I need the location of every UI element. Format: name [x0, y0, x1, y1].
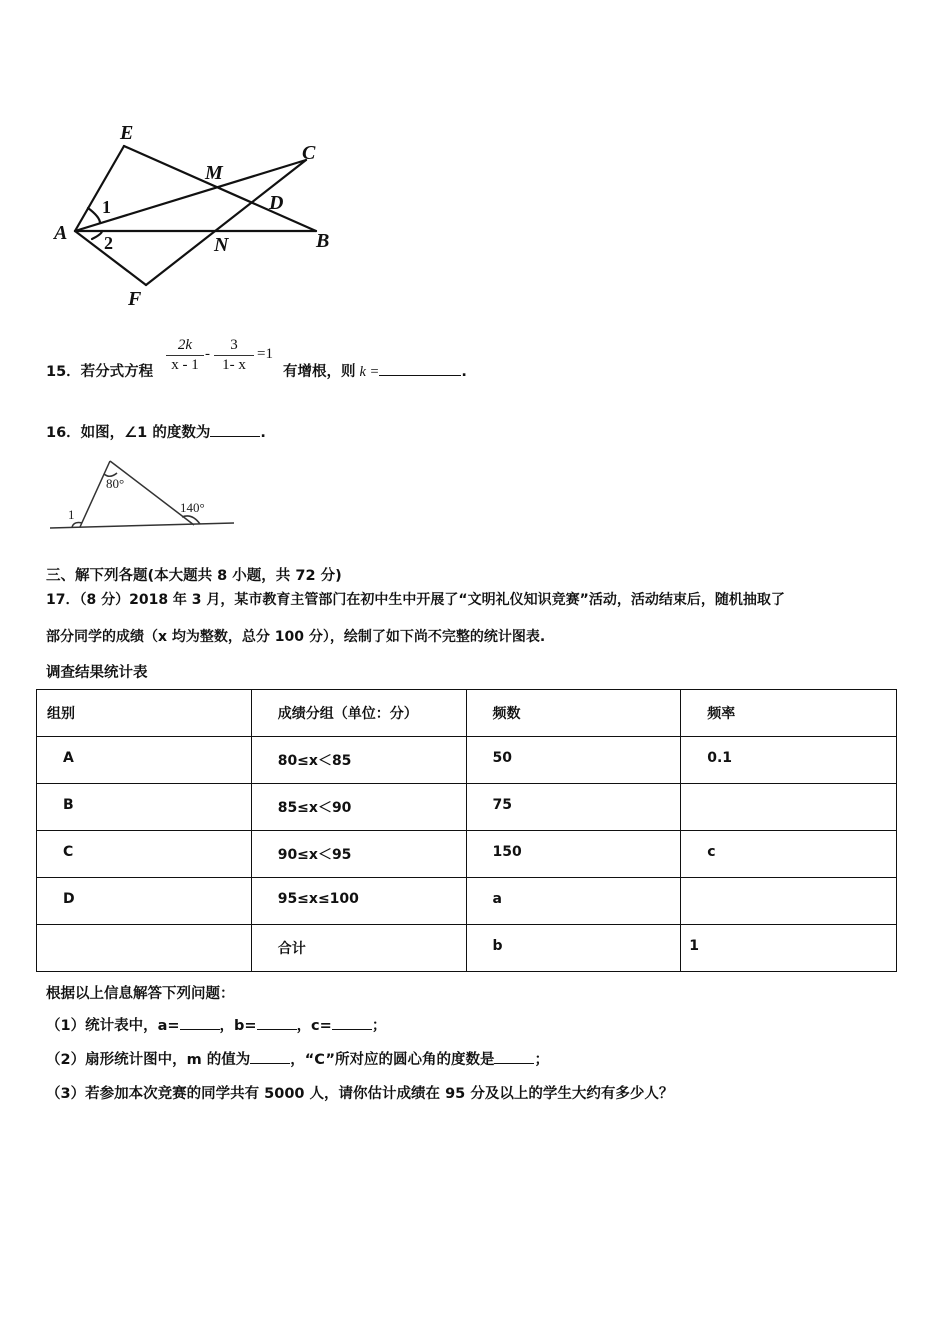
q15-suffix: 有增根，则 k = .: [283, 364, 467, 380]
label-angle-1: 1: [102, 197, 111, 217]
answer-blank-a[interactable]: [180, 1029, 220, 1030]
q17-subquestion-3: （3）若参加本次竞赛的同学共有 5000 人，请你估计成绩在 95 分及以上的学生大约有多少人？: [46, 1086, 674, 1102]
table-row: B 85≤x＜90 75: [37, 784, 897, 831]
table-title: 调查结果统计表: [46, 665, 148, 681]
q15-fraction-1: 2k x - 1: [166, 337, 204, 374]
q16-answer-blank[interactable]: [210, 436, 260, 437]
table-header-row: [37, 690, 897, 737]
label-E: E: [120, 122, 134, 144]
label-angle-2: 2: [104, 233, 113, 253]
statistics-table: [36, 689, 897, 972]
label-D: D: [269, 192, 284, 214]
question-16: 16．如图，∠1 的度数为 .: [46, 425, 266, 441]
answer-blank-angle[interactable]: [494, 1063, 534, 1064]
q17-prompt: 根据以上信息解答下列问题：: [46, 986, 235, 1002]
table-row: A 80≤x＜85 50 0.1: [37, 737, 897, 784]
geometry-figure-1: [40, 115, 360, 315]
question-15: [46, 360, 153, 381]
answer-blank-b[interactable]: [257, 1029, 297, 1030]
header-group: 组别: [37, 690, 252, 737]
answer-blank-c[interactable]: [332, 1029, 372, 1030]
label-80: 80°: [106, 476, 125, 491]
triangle-left-side: [80, 461, 110, 527]
section-3-heading: 三、解下列各题(本大题共 8 小题，共 72 分): [46, 568, 342, 584]
label-M: M: [205, 162, 223, 184]
angle-arc-2: [92, 231, 102, 239]
question-17-line-1: 17．（8 分）2018 年 3 月，某市教育主管部门在初中生中开展了“文明礼仪知识竞赛”活动，活动结束后，随机抽取了: [46, 592, 785, 608]
table-row: D 95≤x≤100 a: [37, 878, 897, 925]
header-frequency: 频数: [466, 690, 681, 737]
table-row: C 90≤x＜95 150 c: [37, 831, 897, 878]
label-B: B: [316, 230, 330, 252]
header-score-range: 成绩分组（单位：分）: [251, 690, 466, 737]
triangle-right-side: [110, 461, 194, 525]
segment-FC: [146, 160, 306, 285]
q15-fraction-2: 3 1- x: [214, 337, 254, 374]
label-C: C: [302, 142, 316, 164]
q17-subquestion-1: （1）统计表中，a= ，b= ，c= ；: [46, 1018, 387, 1034]
q15-prefix: 15．若分式方程: [46, 364, 154, 380]
label-F: F: [128, 288, 142, 310]
triangle-figure: [44, 455, 244, 535]
angle-arc-1: [88, 208, 100, 223]
q15-minus: -: [205, 346, 210, 362]
segment-EB: [124, 146, 316, 231]
q15-equals: =1: [257, 346, 273, 362]
answer-blank-m[interactable]: [250, 1063, 290, 1064]
header-rate: 频率: [681, 690, 897, 737]
label-A: A: [54, 222, 68, 244]
label-N: N: [214, 234, 229, 256]
table-total-row: 合计 b 1: [37, 925, 897, 972]
label-1: 1: [68, 507, 75, 522]
label-140: 140°: [180, 500, 205, 515]
q15-answer-blank[interactable]: [379, 375, 461, 376]
base-line: [50, 523, 234, 528]
question-17-line-2: 部分同学的成绩（x 均为整数，总分 100 分），绘制了如下尚不完整的统计图表.: [46, 629, 546, 645]
q17-subquestion-2: （2）扇形统计图中，m 的值为 ，“C”所对应的圆心角的度数是 ；: [46, 1052, 549, 1068]
